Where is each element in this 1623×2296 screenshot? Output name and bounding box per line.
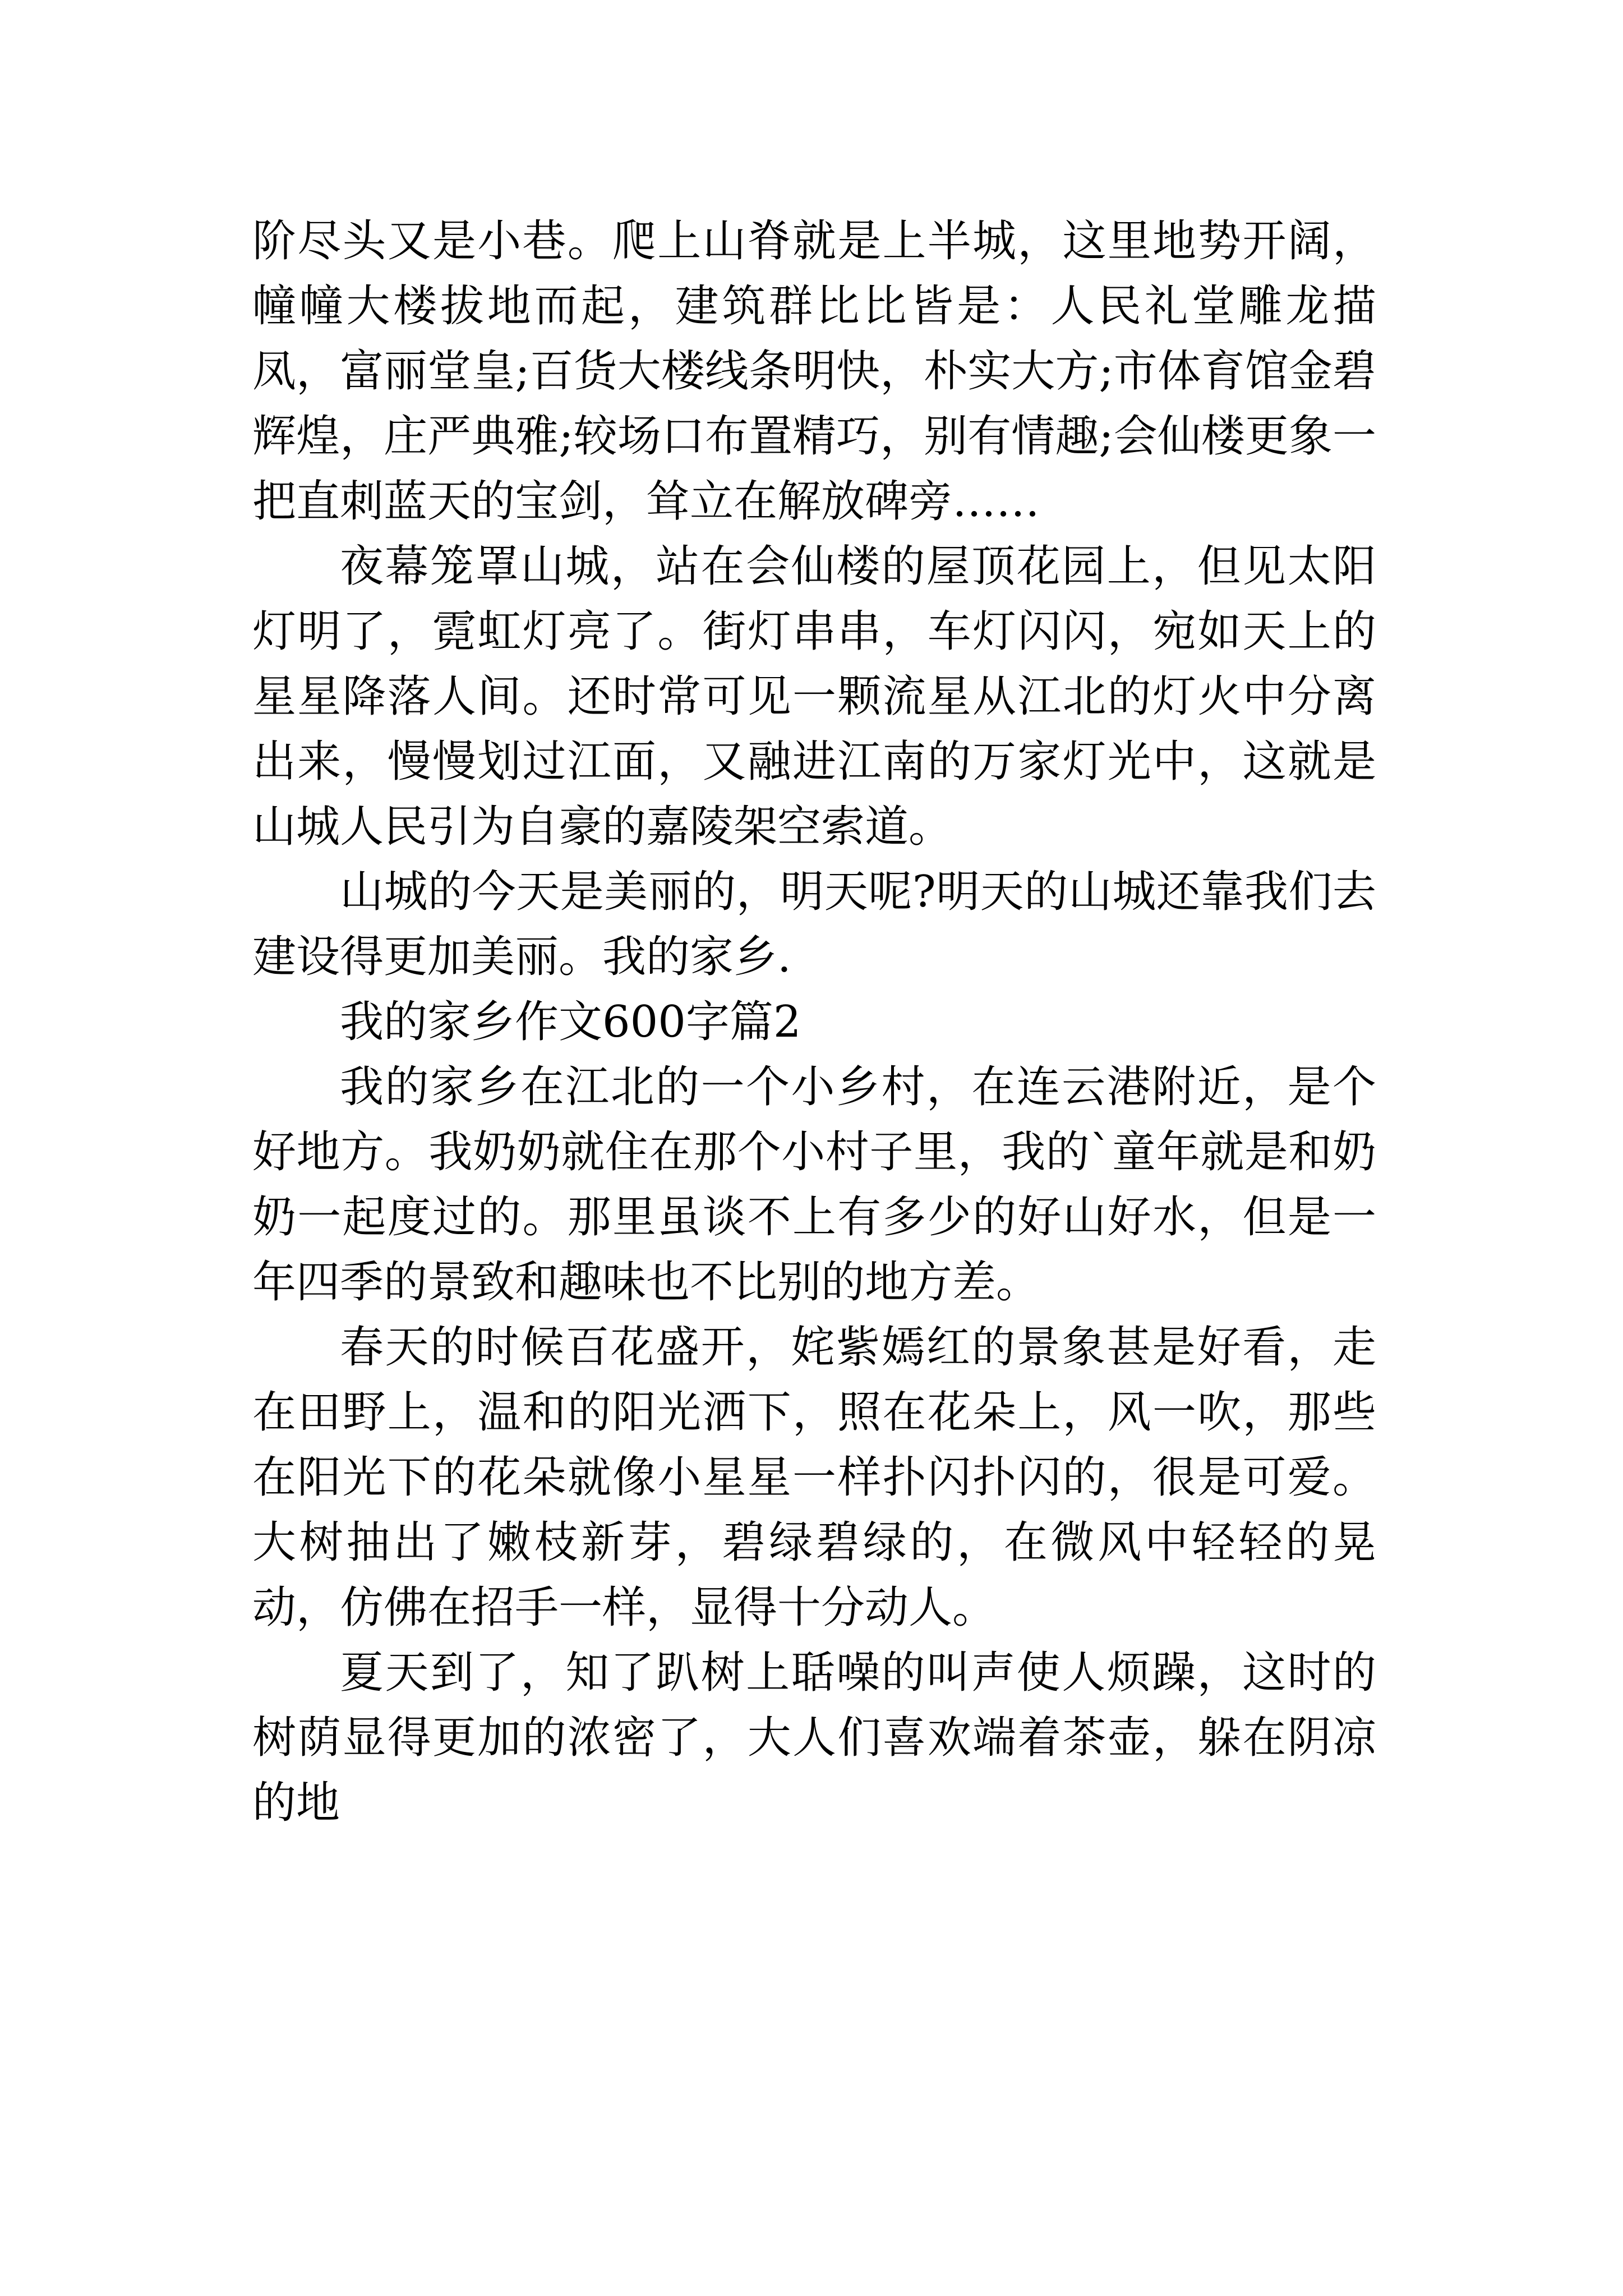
paragraph-hometown-intro: 我的家乡在江北的一个小乡村，在连云港附近，是个好地方。我奶奶就住在那个小村子里，我的`童年就是和奶奶一起度过的。那里虽谈不上有多少的好山好水，但是一年四季的景致和趣味也不比别的地方差。 <box>252 1062 1376 1308</box>
paragraph-future: 山城的今天是美丽的，明天呢?明天的山城还靠我们去建设得更加美丽。我的家乡. <box>252 867 1376 982</box>
essay-heading: 我的家乡作文600字篇2 <box>340 997 801 1047</box>
document-body <box>252 209 1376 1835</box>
paragraph-continuation: 阶尽头又是小巷。爬上山脊就是上半城，这里地势开阔，幢幢大楼拔地而起，建筑群比比皆是：人民礼堂雕龙描凤，富丽堂皇;百货大楼线条明快，朴实大方;市体育馆金碧辉煌，庄严典雅;较场口布置精巧，别有情趣;会仙楼更象一把直刺蓝天的宝剑，耸立在解放碑旁…… <box>252 216 1376 527</box>
paragraph-summer: 夏天到了，知了趴树上聒噪的叫声使人烦躁，这时的树荫显得更加的浓密了，大人们喜欢端着茶壶，躲在阴凉的地 <box>252 1648 1376 1828</box>
paragraph-night-scene: 夜幕笼罩山城，站在会仙楼的屋顶花园上，但见太阳灯明了，霓虹灯亮了。街灯串串，车灯闪闪，宛如天上的星星降落人间。还时常可见一颗流星从江北的灯火中分离出来，慢慢划过江面，又融进江南的万家灯光中，这就是山城人民引为自豪的嘉陵架空索道。 <box>252 541 1376 852</box>
paragraph-spring: 春天的时候百花盛开，姹紫嫣红的景象甚是好看，走在田野上，温和的阳光洒下，照在花朵上，风一吹，那些在阳光下的花朵就像小星星一样扑闪扑闪的，很是可爱。大树抽出了嫩枝新芽，碧绿碧绿的，在微风中轻轻的晃动，仿佛在招手一样，显得十分动人。 <box>252 1322 1376 1633</box>
